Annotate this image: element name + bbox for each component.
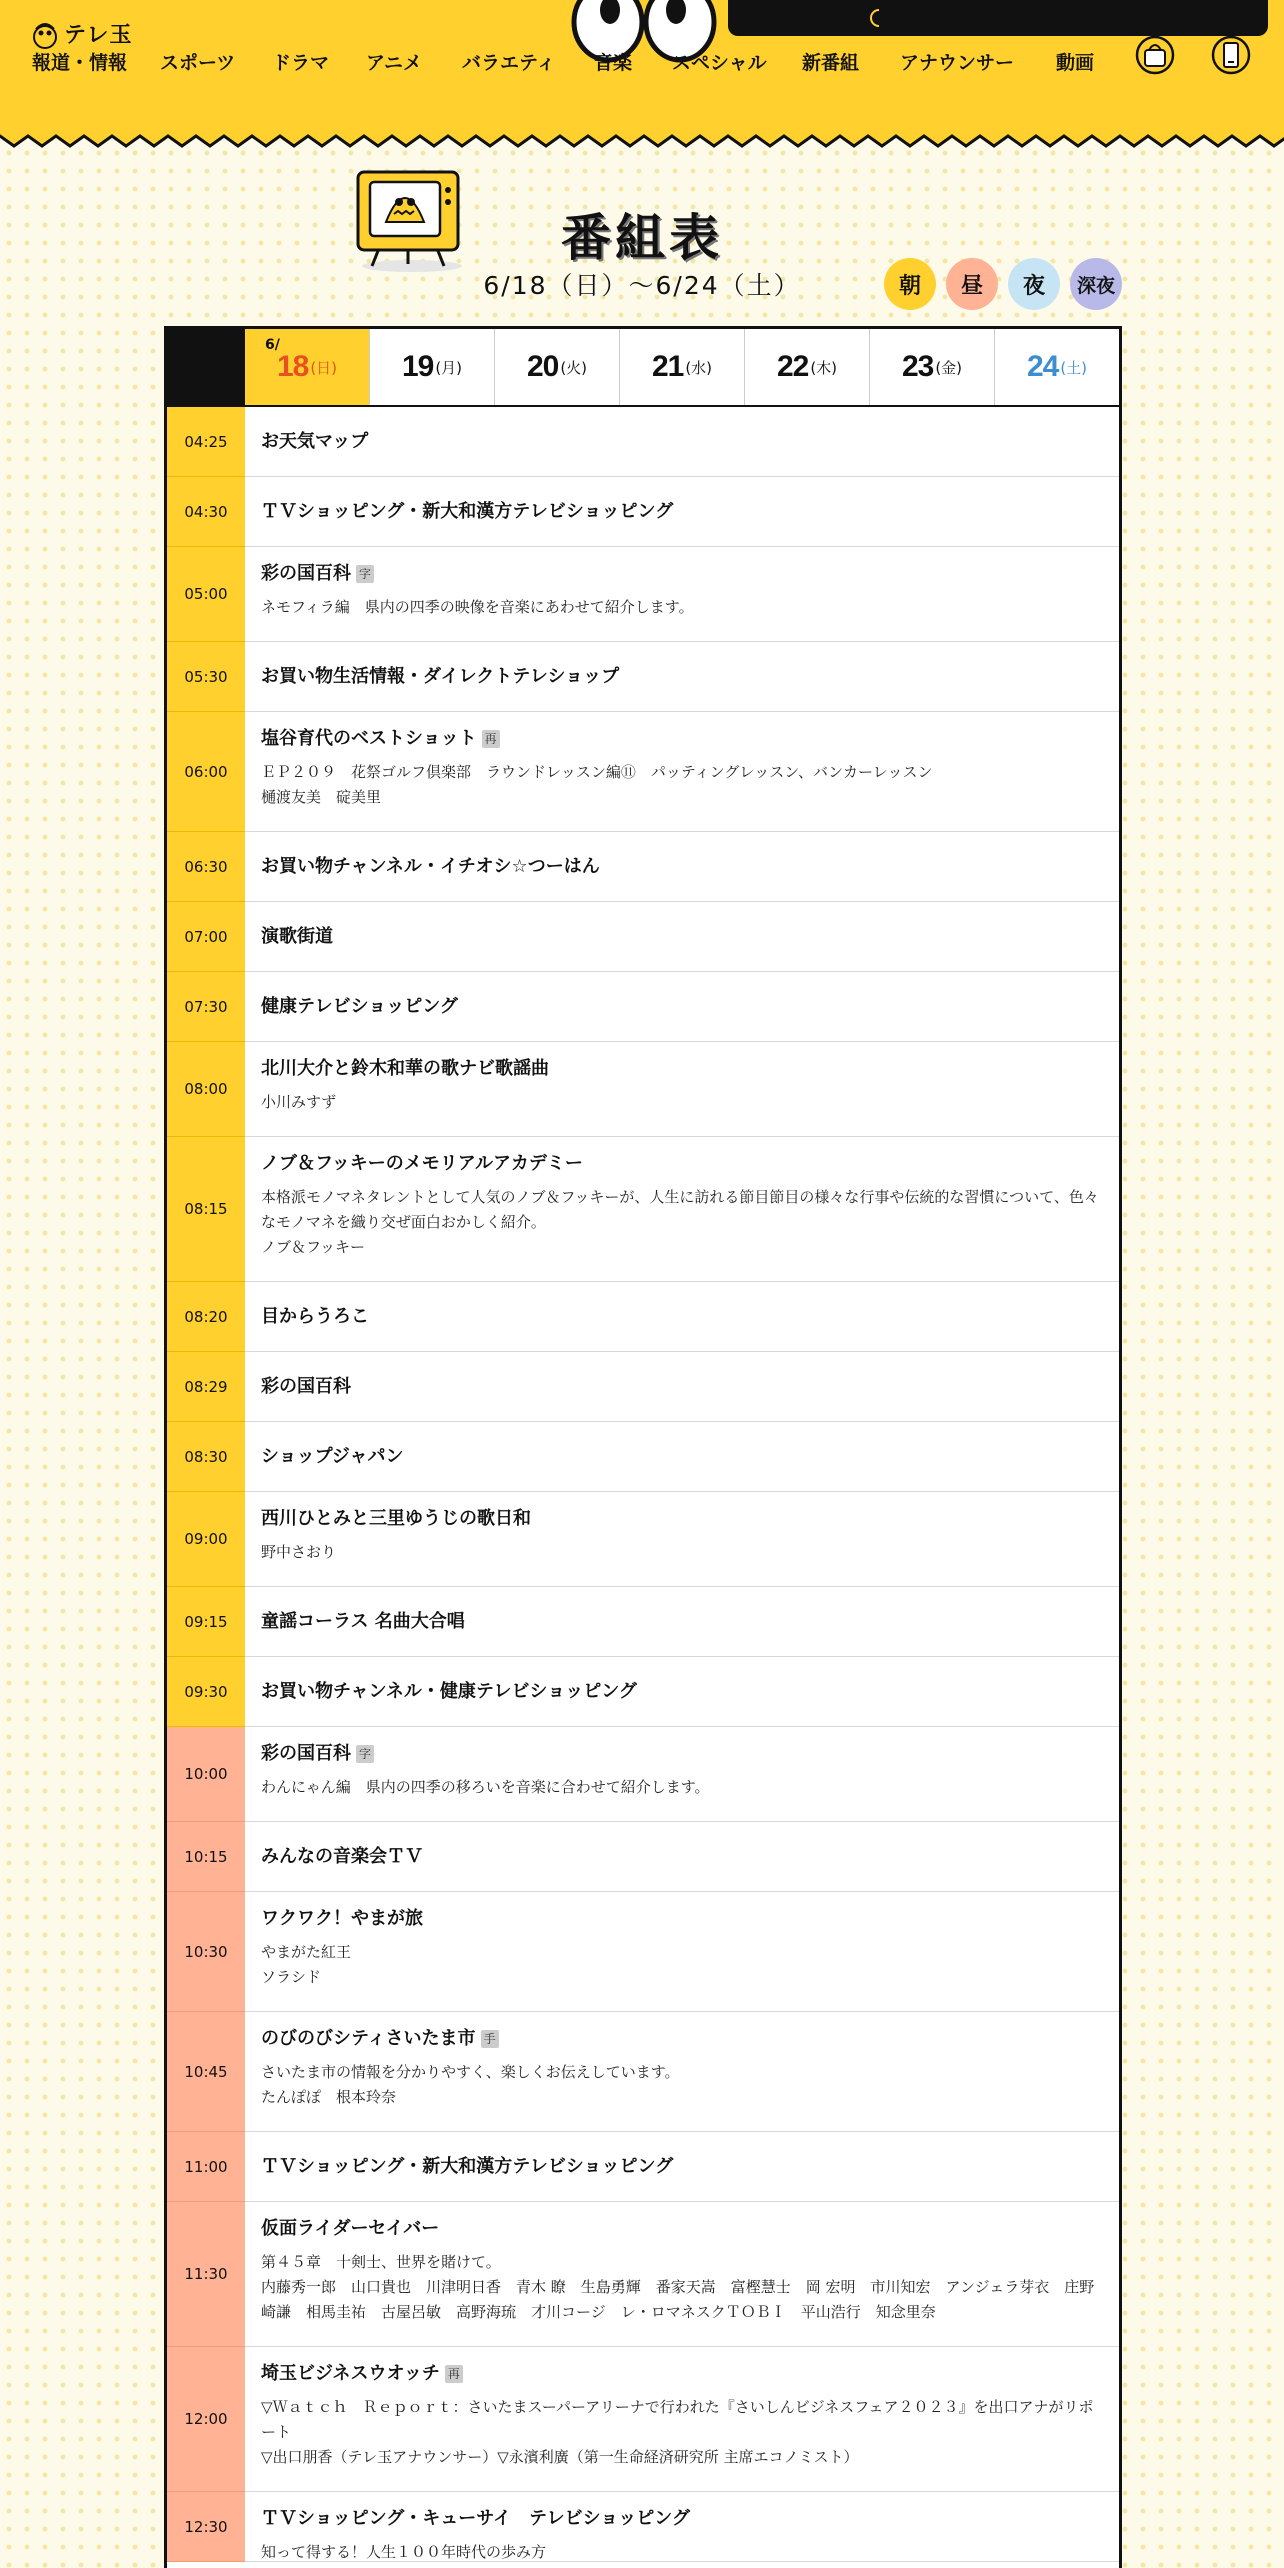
- program-title-text: ノブ＆フッキーのメモリアルアカデミー: [261, 1153, 583, 1174]
- program-title-text: お天気マップ: [261, 430, 369, 452]
- program-row: [167, 477, 1119, 547]
- program-row: [167, 2492, 1119, 2562]
- program-title: [261, 429, 368, 455]
- program-row: [167, 2132, 1119, 2202]
- program-title-text: 仮面ライダーセイバー: [261, 2218, 440, 2239]
- day-number: 22: [776, 350, 809, 383]
- program-description: ＥＰ２０９ 花祭ゴルフ倶楽部 ラウンドレッスン編⑪ パッティングレッスン、バンカーレッスン 樋渡友美 碇美里: [261, 763, 933, 806]
- program-link[interactable]: [245, 1352, 1119, 1421]
- program-time: 12:00: [167, 2347, 245, 2492]
- day-number: 18: [276, 350, 309, 383]
- program-time: 04:30: [167, 477, 245, 547]
- program-title: [261, 924, 333, 950]
- program-title: [261, 1506, 1105, 1532]
- day-number: 19: [401, 350, 434, 383]
- program-row: [167, 1657, 1119, 1727]
- main-nav: [0, 48, 1284, 78]
- program-title-text: 西川ひとみと三里ゆうじの歌日和: [261, 1508, 531, 1529]
- program-description: ネモフィラ編 県内の四季の映像を音楽にあわせて紹介します。: [261, 598, 694, 616]
- program-link[interactable]: [245, 2132, 1119, 2201]
- period-morning-button[interactable]: 朝: [884, 258, 936, 310]
- program-time: 10:45: [167, 2012, 245, 2132]
- program-title-text: 目からうろこ: [261, 1305, 369, 1327]
- program-link[interactable]: [245, 1422, 1119, 1491]
- program-link[interactable]: [245, 712, 1119, 831]
- program-row: [167, 902, 1119, 972]
- program-time: 06:30: [167, 832, 245, 902]
- program-row: [167, 972, 1119, 1042]
- program-description: ▽Ｗａｔｃｈ Ｒｅｐｏｒｔ：さいたまスーパーアリーナで行われた『さいしんビジネスフェア２０２３』を出口アナがリポート ▽出口朋香（テレ玉アナウンサー）▽永濱利廣（第一生命経済研究所 主席エコノミスト）: [261, 2398, 1094, 2466]
- day-tab-24[interactable]: [995, 329, 1119, 405]
- nav-sports[interactable]: スポーツ: [160, 52, 236, 74]
- page-title: 番組表: [561, 209, 723, 267]
- program-row: [167, 2012, 1119, 2132]
- program-description: 知って得する！人生１００年時代の歩み方: [261, 2543, 547, 2561]
- program-title-text: お買い物チャンネル・イチオシ☆つーはん: [261, 855, 600, 877]
- program-link[interactable]: [245, 477, 1119, 546]
- program-time: 07:00: [167, 902, 245, 972]
- program-time: 08:15: [167, 1137, 245, 1282]
- program-time: 08:30: [167, 1422, 245, 1492]
- program-title-text: 塩谷育代のベストショット: [261, 728, 477, 749]
- program-link[interactable]: [245, 2202, 1119, 2346]
- program-link[interactable]: [245, 1137, 1119, 1281]
- program-title-text: ワクワク！やまが旅: [261, 1908, 423, 1929]
- nav-announcers[interactable]: アナウンサー: [900, 52, 1015, 74]
- period-daytime-button[interactable]: 昼: [946, 258, 998, 310]
- program-title: [261, 1741, 1105, 1767]
- program-time: 09:00: [167, 1492, 245, 1587]
- program-title-text: 埼玉ビジネスウオッチ: [261, 2363, 440, 2384]
- program-time: 10:00: [167, 1727, 245, 1822]
- program-title: [261, 994, 458, 1020]
- day-number: 21: [651, 350, 684, 383]
- program-description: 野中さおり: [261, 1543, 337, 1561]
- day-weekday: (金): [935, 358, 963, 377]
- program-link[interactable]: [245, 1492, 1119, 1586]
- program-time: 10:30: [167, 1892, 245, 2012]
- program-description: やまがた紅王 ソラシド: [261, 1943, 352, 1986]
- program-badge: 手: [481, 2030, 499, 2048]
- month-tag: 6/: [265, 337, 280, 353]
- day-weekday: (水): [685, 358, 713, 377]
- program-title: [261, 664, 619, 690]
- program-link[interactable]: [245, 2012, 1119, 2131]
- day-tab-18[interactable]: [245, 329, 370, 405]
- program-title: [261, 1609, 465, 1635]
- nav-drama[interactable]: ドラマ: [272, 52, 330, 74]
- program-title: [261, 1444, 404, 1470]
- day-weekday: (土): [1060, 358, 1088, 377]
- program-title-text: ＴＶショッピング・新大和漢方テレビショッピング: [261, 500, 674, 522]
- day-tabs: [167, 329, 1119, 407]
- program-row: [167, 1892, 1119, 2012]
- program-link[interactable]: [245, 1587, 1119, 1656]
- program-link[interactable]: [245, 642, 1119, 711]
- program-description: 本格派モノマネタレントとして人気のノブ＆フッキーが、人生に訪れる節目節目の様々な行事や伝統的な習慣について、色々なモノマネを織り交ぜ面白おかしく紹介。 ノブ＆フッキー: [261, 1188, 1099, 1256]
- program-time: 11:30: [167, 2202, 245, 2347]
- program-link[interactable]: [245, 902, 1119, 971]
- program-title: [261, 1844, 423, 1870]
- program-time: 08:20: [167, 1282, 245, 1352]
- program-description: わんにゃん編 県内の四季の移ろいを音楽に合わせて紹介します。: [261, 1778, 710, 1796]
- program-link[interactable]: [245, 972, 1119, 1041]
- program-time: 10:15: [167, 1822, 245, 1892]
- nav-new-programs[interactable]: 新番組: [802, 52, 860, 74]
- program-badge: 再: [445, 2365, 463, 2383]
- program-row: [167, 1352, 1119, 1422]
- program-title-text: のびのびシティさいたま市: [261, 2028, 476, 2049]
- program-row: [167, 2347, 1119, 2492]
- program-title-text: 彩の国百科: [261, 563, 351, 584]
- nav-anime[interactable]: アニメ: [366, 52, 423, 74]
- program-title-text: 北川大介と鈴木和華の歌ナビ歌謡曲: [261, 1058, 549, 1079]
- program-title: [261, 1906, 1105, 1932]
- program-badge: 字: [356, 1745, 374, 1763]
- day-weekday: (木): [810, 358, 838, 377]
- program-badge: 再: [482, 730, 500, 748]
- corner-cell: [167, 329, 245, 405]
- program-title: [261, 1151, 1105, 1177]
- day-tab-20[interactable]: [495, 329, 620, 405]
- site-logo[interactable]: [32, 18, 133, 49]
- program-title-text: ＴＶショッピング・新大和漢方テレビショッピング: [261, 2155, 674, 2177]
- program-row: [167, 712, 1119, 832]
- program-time: 05:30: [167, 642, 245, 712]
- program-time: 05:00: [167, 547, 245, 642]
- program-title-text: お買い物チャンネル・健康テレビショッピング: [261, 1680, 637, 1702]
- day-weekday: (月): [435, 358, 463, 377]
- program-description: さいたま市の情報を分かりやすく、楽しくお伝えしています。 たんぽぽ 根本玲奈: [261, 2063, 680, 2106]
- program-title: [261, 499, 673, 525]
- program-link[interactable]: [245, 1042, 1119, 1136]
- day-number: 20: [526, 350, 559, 383]
- program-title-text: 彩の国百科: [261, 1743, 351, 1764]
- program-time: 09:30: [167, 1657, 245, 1727]
- nav-music[interactable]: 音楽: [594, 52, 633, 74]
- program-time: 09:15: [167, 1587, 245, 1657]
- program-title: [261, 1056, 1105, 1082]
- moon-icon[interactable]: [864, 6, 888, 30]
- program-row: [167, 547, 1119, 642]
- program-link[interactable]: [245, 2347, 1119, 2491]
- period-evening-button[interactable]: 夜: [1008, 258, 1060, 310]
- program-row: [167, 2202, 1119, 2347]
- program-row: [167, 1042, 1119, 1137]
- program-time: 06:00: [167, 712, 245, 832]
- program-link[interactable]: [245, 832, 1119, 901]
- day-number: 23: [901, 350, 934, 383]
- bag-icon[interactable]: [1134, 34, 1176, 76]
- program-badge: 字: [356, 565, 374, 583]
- program-time: 08:29: [167, 1352, 245, 1422]
- day-tab-22[interactable]: [745, 329, 870, 405]
- program-link[interactable]: [245, 1727, 1119, 1821]
- program-title: [261, 2154, 673, 2180]
- program-row: [167, 832, 1119, 902]
- program-row: [167, 407, 1119, 477]
- period-late-night-button[interactable]: 深夜: [1070, 258, 1122, 310]
- program-row: [167, 1822, 1119, 1892]
- program-title: [261, 1679, 637, 1705]
- program-title-text: 演歌街道: [261, 925, 333, 947]
- program-row: [167, 1587, 1119, 1657]
- program-title-text: みんなの音楽会ＴＶ: [261, 1845, 423, 1867]
- program-row: [167, 1282, 1119, 1352]
- program-time: 08:00: [167, 1042, 245, 1137]
- day-weekday: (火): [560, 358, 588, 377]
- day-tab-19[interactable]: [370, 329, 495, 405]
- program-time: 07:30: [167, 972, 245, 1042]
- program-title-text: 健康テレビショッピング: [261, 995, 458, 1017]
- phone-icon[interactable]: [1210, 34, 1252, 76]
- day-tab-21[interactable]: [620, 329, 745, 405]
- program-link[interactable]: [245, 1892, 1119, 2011]
- program-time: 11:00: [167, 2132, 245, 2202]
- program-title: [261, 2506, 1105, 2532]
- program-time: 04:25: [167, 407, 245, 477]
- date-range: 6/18（日）〜6/24（土）: [483, 271, 801, 300]
- nav-videos[interactable]: 動画: [1056, 52, 1095, 74]
- site-header: [0, 0, 1284, 150]
- nav-news[interactable]: 報道・情報: [32, 52, 128, 74]
- program-title: [261, 2026, 1105, 2052]
- program-title: [261, 854, 600, 880]
- mascot-icon: [32, 19, 58, 49]
- program-list: [167, 407, 1119, 2562]
- program-link[interactable]: [245, 1822, 1119, 1891]
- program-link[interactable]: [245, 2492, 1119, 2561]
- program-title: [261, 2216, 1105, 2242]
- program-title-text: ＴＶショッピング・キューサイ テレビショッピング: [261, 2508, 690, 2529]
- nav-special[interactable]: スペシャル: [672, 52, 767, 74]
- program-description: 小川みすず: [261, 1093, 337, 1111]
- program-link[interactable]: [245, 547, 1119, 641]
- program-description: 第４５章 十剣士、世界を賭けて。 内藤秀一郎 山口貴也 川津明日香 青木 瞭 生島勇輝 番家天嵩 富樫慧士 岡 宏明 市川知宏 アンジェラ芽衣 庄野崎謙 相馬圭祐 古屋呂敏 高野海琉 才川コージ レ・ロマネスクＴＯＢＩ 平山浩行 知念里奈: [261, 2253, 1095, 2321]
- program-link[interactable]: [245, 407, 1119, 476]
- search-bar[interactable]: [728, 0, 1268, 36]
- program-title: [261, 1374, 351, 1400]
- program-row: [167, 1492, 1119, 1587]
- program-schedule: [164, 326, 1122, 2568]
- program-title: [261, 726, 1105, 752]
- program-link[interactable]: [245, 1282, 1119, 1351]
- program-time: 12:30: [167, 2492, 245, 2562]
- program-title: [261, 1304, 369, 1330]
- program-title: [261, 561, 1105, 587]
- day-tab-23[interactable]: [870, 329, 995, 405]
- program-title-text: ショップジャパン: [261, 1445, 404, 1467]
- logo-text: テレ玉: [64, 23, 133, 48]
- program-row: [167, 1137, 1119, 1282]
- day-number: 24: [1026, 350, 1059, 383]
- nav-variety[interactable]: バラエティ: [462, 52, 556, 74]
- program-title-text: お買い物生活情報・ダイレクトテレショップ: [261, 665, 620, 687]
- day-weekday: (日): [310, 358, 338, 377]
- program-row: [167, 1727, 1119, 1822]
- program-link[interactable]: [245, 1657, 1119, 1726]
- program-title-text: 童謡コーラス 名曲大合唱: [261, 1610, 465, 1632]
- program-title: [261, 2361, 1105, 2387]
- program-row: [167, 642, 1119, 712]
- program-title-text: 彩の国百科: [261, 1375, 351, 1397]
- program-row: [167, 1422, 1119, 1492]
